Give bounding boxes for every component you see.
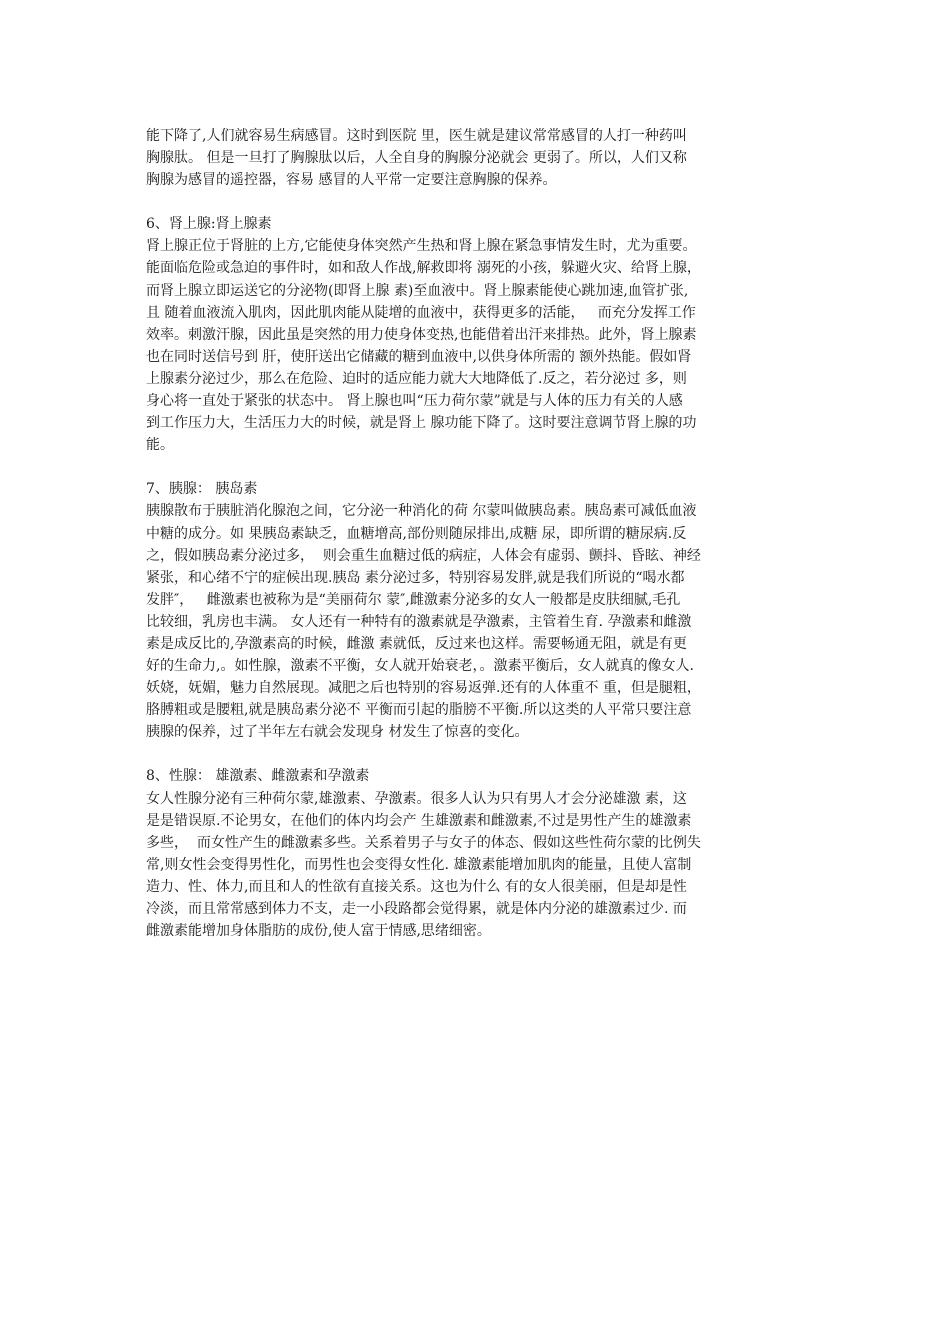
section-gonads	[146, 765, 811, 942]
text-line: 造力、性、体力,而且和人的性欲有直接关系。这也为什么 有的女人很美丽，但是却是性	[146, 878, 687, 895]
text-line: 发胖″， 雌激素也被称为是“美丽荷尔 蒙″,雌激素分泌多的女人一般都是皮肤细腻,毛孔	[146, 591, 681, 608]
text-line: 中糖的成分。如 果胰岛素缺乏，血糖增高,部份则随尿排出,成糖 尿，即所谓的糖尿病.反	[146, 525, 687, 542]
text-line: 而肾上腺立即运送它的分泌物(即肾上腺 素)至血液中。肾上腺素能使心跳加速,血管扩张,	[146, 282, 689, 299]
text-line: 且 随着血液流入肌肉，因此肌肉能从陡增的血液中，获得更多的活能， 而充分发挥工作	[146, 304, 696, 321]
text-line: 能面临危险或急迫的事件时，如和敌人作战,解救即将 溺死的小孩，躲避火灾、给肾上腺，	[146, 260, 701, 277]
text-line: 效率。刺激汗腺，因此虽是突然的用力使身体变热,也能借着出汗来排热。此外，肾上腺素	[146, 326, 697, 343]
paragraph-spacer	[146, 456, 811, 478]
section-heading: 8、性腺： 雄激素、雌激素和孕激素	[146, 768, 370, 785]
text-line: 胸腺为感冒的遥控器，容易 感冒的人平常一定要注意胸腺的保养。	[146, 172, 557, 189]
text-line: 也在同时送信号到 肝，使肝送出它储藏的糖到血液中,以供身体所需的 额外热能。假如肾	[146, 348, 692, 365]
paragraph-spacer	[146, 191, 811, 213]
section-pancreas	[146, 478, 811, 743]
section-adrenal	[146, 213, 811, 456]
intro-paragraph	[146, 125, 811, 191]
text-line: 能下降了,人们就容易生病感冒。这时到医院 里，医生就是建议常常感冒的人打一种药叫	[146, 128, 687, 144]
text-line: 素是成反比的,孕激素高的时候，雌激 素就低，反过来也这样。需要畅通无阻，就是有更	[146, 635, 687, 652]
section-heading: 7、胰腺： 胰岛素	[146, 481, 258, 498]
text-line: 冷淡，而且常常感到体力不支，走一小段路都会觉得累，就是体内分泌的雄激素过少. 而	[146, 901, 687, 917]
text-line: 比较细，乳房也丰满。 女人还有一种特有的激素就是孕激素，主管着生育. 孕激素和雌激	[146, 613, 692, 630]
text-line: 常,则女性会变得男性化，而男性也会变得女性化. 雄激素能增加肌肉的能量，且使人富制	[146, 856, 692, 873]
paragraph-spacer	[146, 743, 811, 765]
text-line: 之，假如胰岛素分泌过多， 则会重生血糖过低的病症，人体会有虚弱、颤抖、昏眩、神经	[146, 547, 701, 564]
text-line: 肾上腺正位于肾脏的上方,它能使身体突然产生热和肾上腺在紧急事情发生时，尤为重要。	[146, 238, 697, 255]
text-line: 到工作压力大，生活压力大的时候，就是肾上 腺功能下降了。这时要注意调节肾上腺的功	[146, 415, 697, 432]
text-line: 能。	[146, 437, 174, 454]
text-line: 紧张，和心绪不宁的症候出现.胰岛 素分泌过多，特别容易发胖,就是我们所说的“喝水都	[146, 569, 685, 586]
text-line: 女人性腺分泌有三种荷尔蒙,雄激素、孕激素。很多人认为只有男人才会分泌雄激 素，这	[146, 790, 687, 807]
text-line: 上腺素分泌过少，那么在危险、迫时的适应能力就大大地降低了.反之，若分泌过 多，则	[146, 370, 687, 387]
text-line: 是是错误原.不论男女，在他们的体内均会产 生雄激素和雌激素,不过是男性产生的雄激素	[146, 812, 692, 829]
document-body	[146, 125, 811, 942]
text-line: 雌激素能增加身体脂肪的成份,使人富于情感,思绪细密。	[146, 923, 491, 940]
text-line: 好的生命力,。如性腺，激素不平衡，女人就开始衰老，。激素平衡后，女人就真的像女人.	[146, 658, 694, 675]
text-line: 胰腺的保养，过了半年左右就会发现身 材发生了惊喜的变化。	[146, 724, 529, 741]
text-line: 妖娆，妩媚，魅力自然展现。减肥之后也特别的容易返弹.还有的人体重不 重，但是腿粗，	[146, 680, 701, 697]
text-line: 胸腺肽。 但是一旦打了胸腺肽以后，人全自身的胸腺分泌就会 更弱了。所以，人们又称	[146, 150, 687, 167]
text-line: 胳膊粗或是腰粗,就是胰岛素分泌不 平衡而引起的脂膀不平衡.所以这类的人平常只要注意	[146, 702, 692, 719]
section-heading: 6、肾上腺:肾上腺素	[146, 216, 272, 233]
text-line: 胰腺散布于胰脏消化腺泡之间，它分泌一种消化的荷 尔蒙叫做胰岛素。胰岛素可减低血液	[146, 503, 697, 520]
text-line: 身心将一直处于紧张的状态中。 肾上腺也叫“压力荷尔蒙”就是与人体的压力有关的人感	[146, 393, 683, 410]
text-line: 多些， 而女性产生的雌激素多些。关系着男子与女子的体态、假如这些性荷尔蒙的比例失	[146, 834, 701, 851]
